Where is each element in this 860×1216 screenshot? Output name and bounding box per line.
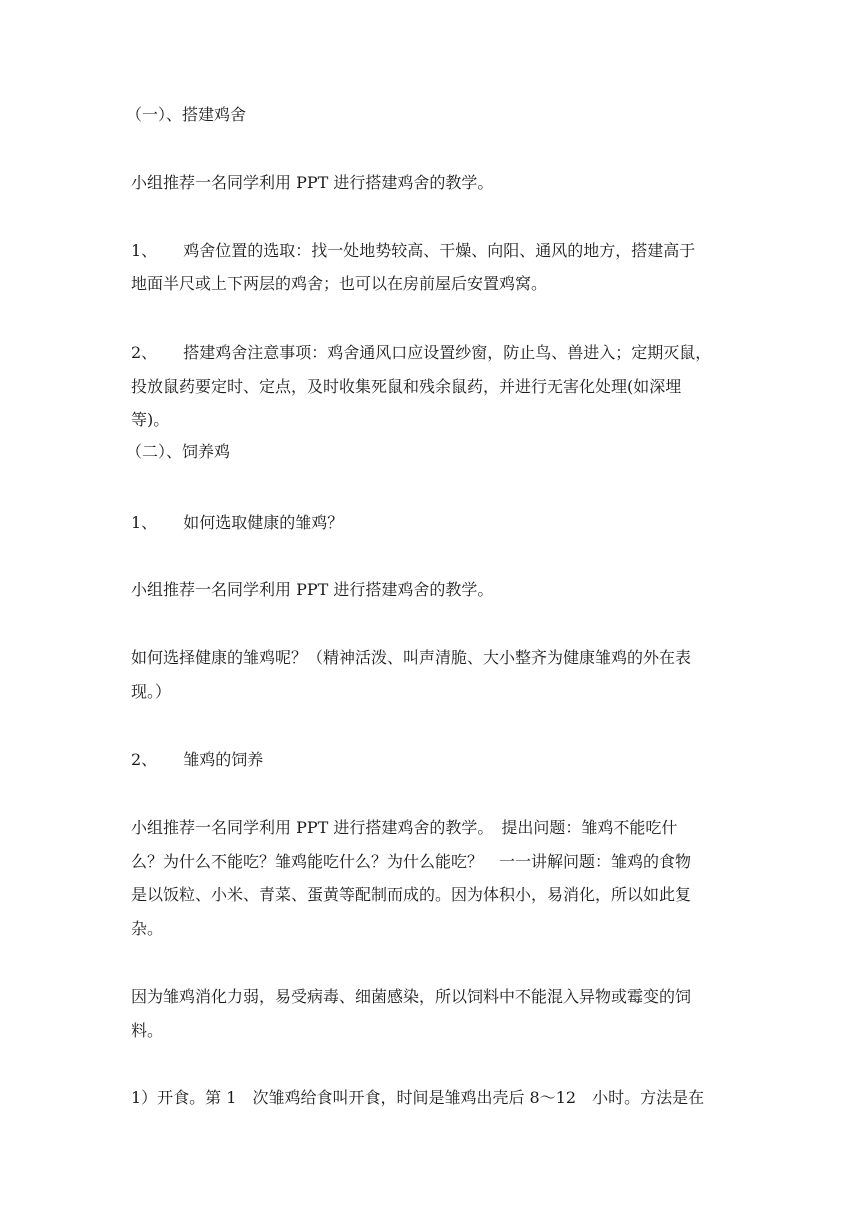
numbered-item-2 — [131, 342, 731, 364]
paragraph-line: 地面半尺或上下两层的鸡舍；也可以在房前屋后安置鸡窝。 — [131, 274, 548, 293]
paragraph-line: 1）开食。第 1 次雏鸡给食叫开食，时间是雏鸡出壳后 8～12 小时。方法是在 — [131, 1088, 705, 1107]
item-number: 1、 — [131, 241, 158, 260]
item-text: 雏鸡的饲养 — [183, 750, 264, 769]
paragraph-line: 么？为什么不能吃？雏鸡能吃什么？为什么能吃？ 一一讲解问题：雏鸡的食物 — [131, 852, 692, 871]
item-number: 2、 — [131, 343, 158, 362]
paragraph-line: 是以饭粒、小米、青菜、蛋黄等配制而成的。因为体积小，易消化，所以如此复 — [131, 885, 692, 904]
paragraph: 小组推荐一名同学利用 PPT 进行搭建鸡舍的教学。 — [131, 580, 494, 599]
numbered-item-1 — [131, 240, 731, 262]
item-text: 鸡舍位置的选取：找一处地势较高、干燥、向阳、通风的地方，搭建高于 — [183, 241, 696, 260]
section-heading-2: （二）、饲养鸡 — [126, 442, 231, 461]
item-number: 2、 — [131, 750, 158, 769]
numbered-item-3 — [131, 512, 731, 534]
paragraph-line: 杂。 — [131, 919, 164, 938]
paragraph: 小组推荐一名同学利用 PPT 进行搭建鸡舍的教学。 — [131, 173, 494, 192]
paragraph-line: 投放鼠药要定时、定点，及时收集死鼠和残余鼠药，并进行无害化处理(如深埋 — [131, 377, 682, 396]
item-number: 1、 — [131, 513, 158, 532]
item-text: 搭建鸡舍注意事项：鸡舍通风口应设置纱窗，防止鸟、兽进入；定期灭鼠， — [183, 343, 712, 362]
item-text: 如何选取健康的雏鸡？ — [183, 513, 344, 532]
paragraph-line: 因为雏鸡消化力弱，易受病毒、细菌感染，所以饲料中不能混入异物或霉变的饲 — [131, 987, 692, 1006]
paragraph-line: 现。） — [131, 682, 172, 701]
section-heading-1: （一）、搭建鸡舍 — [126, 105, 247, 124]
paragraph-line: 等)。 — [131, 410, 170, 429]
paragraph-line: 如何选择健康的雏鸡呢？（精神活泼、叫声清脆、大小整齐为健康雏鸡的外在表 — [131, 648, 692, 667]
paragraph-line: 小组推荐一名同学利用 PPT 进行搭建鸡舍的教学。 提出问题：雏鸡不能吃什 — [131, 818, 678, 837]
numbered-item-4 — [131, 749, 731, 771]
paragraph-line: 料。 — [131, 1021, 164, 1040]
